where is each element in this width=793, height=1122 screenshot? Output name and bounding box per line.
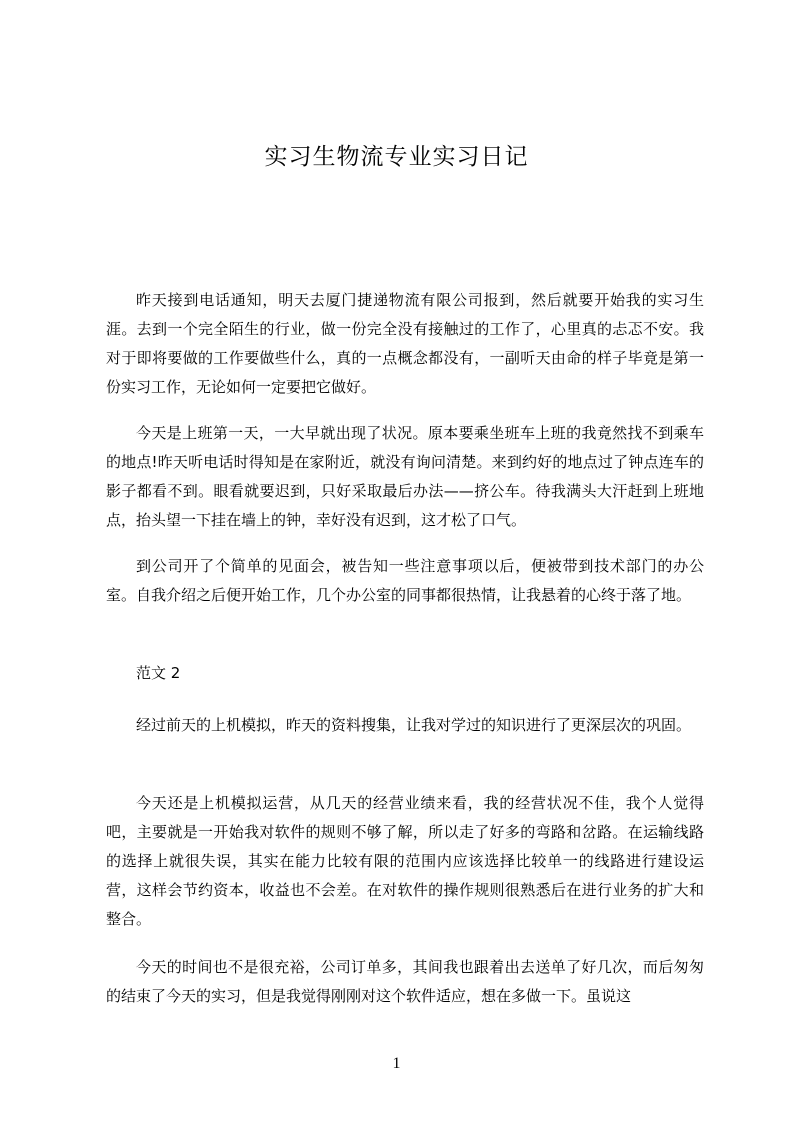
paragraph-1: 昨天接到电话通知，明天去厦门捷递物流有限公司报到，然后就要开始我的实习生涯。去到一个完全陌生的行业，做一份完全没有接触过的工作了，心里真的忐忑不安。我对于即将要做的工作要做些什么，真的一点概念都没有，一副听天由命的样子毕竟是第一份实习工作，无论如何一定要把它做好。 [106, 291, 704, 396]
paragraph-4: 经过前天的上机模拟，昨天的资料搜集，让我对学过的知识进行了更深层次的巩固。 [136, 716, 692, 734]
document-title: 实习生物流专业实习日记 [264, 144, 529, 170]
paragraph-2: 今天是上班第一天，一大早就出现了状况。原本要乘坐班车上班的我竟然找不到乘车的地点!昨天听电话时得知是在家附近，就没有询问清楚。来到约好的地点过了钟点连车的影子都看不到。眼看就要迟到，只好采取最后办法——挤公车。待我满头大汗赶到上班地点，抬头望一下挂在墙上的钟，幸好没有迟到，这才松了口气。 [106, 424, 704, 529]
paragraph-6: 今天的时间也不是很充裕，公司订单多，其间我也跟着出去送单了好几次，而后匆匆的结束了今天的实习，但是我觉得刚刚对这个软件适应，想在多做一下。虽说这 [106, 958, 704, 1005]
page-number: 1 [392, 1055, 401, 1072]
section-label: 范文 2 [136, 664, 181, 682]
paragraph-5: 今天还是上机模拟运营，从几天的经营业绩来看，我的经营状况不佳，我个人觉得吧，主要就是一开始我对软件的规则不够了解，所以走了好多的弯路和岔路。在运输线路的选择上就很失误，其实在能力比较有限的范围内应该选择比较单一的线路进行建设运营，这样会节约资本，收益也不会差。在对软件的操作规则很熟悉后在进行业务的扩大和整合。 [106, 794, 704, 928]
paragraph-3: 到公司开了个简单的见面会，被告知一些注意事项以后，便被带到技术部门的办公室。自我介绍之后便开始工作，几个办公室的同事都很热情，让我悬着的心终于落了地。 [106, 557, 704, 604]
